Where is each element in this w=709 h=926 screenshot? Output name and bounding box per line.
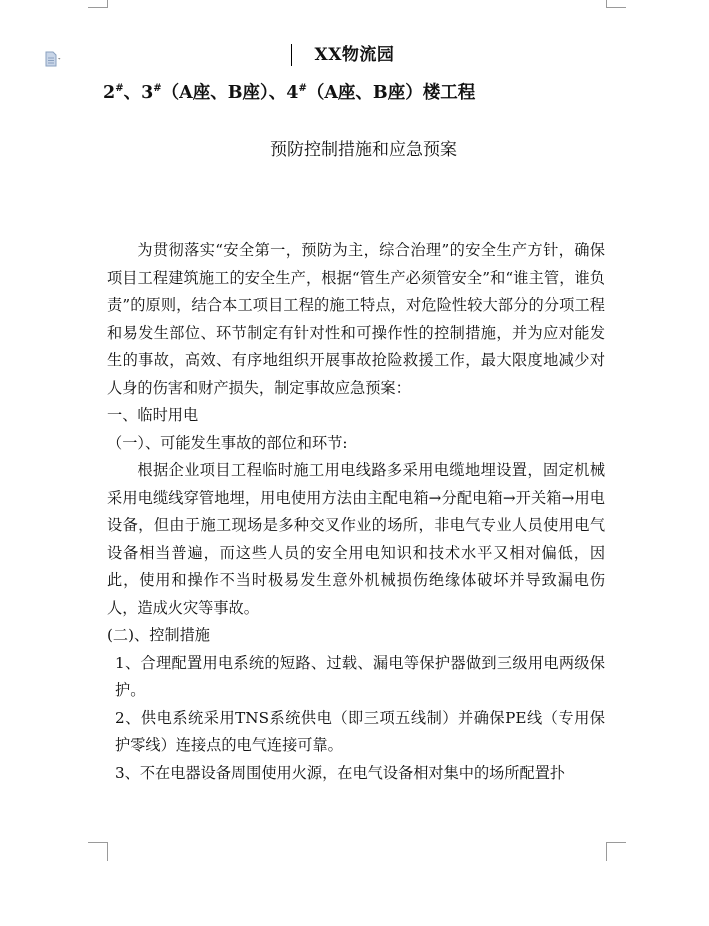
- title2-sup: #: [115, 83, 124, 94]
- subsection-heading: （一）、可能发生事故的部位和环节:: [107, 433, 348, 452]
- crop-mark-top-right: [606, 0, 626, 8]
- title2-sup: #: [153, 83, 162, 94]
- title2-part: （A座、B座）、4: [161, 83, 299, 103]
- document-title-line-2: [103, 79, 475, 104]
- body-paragraph: 根据企业项目工程临时施工用电线路多采用电缆地埋设置，固定机械采用电缆线穿管地埋，用电使用方法由主配电箱→分配电箱→开关箱→用电设备，但由于施工现场是多种交叉作业的场所，非电气专业人员使用电气设备相当普遍，而这些人员的安全用电知识和技术水平又相对偏低，因此，使用和操作不当时极易发生意外机械损伤绝缘体破坏并导致漏电伤人，造成火灾等事故。: [107, 461, 605, 617]
- measure-item: 1、合理配置用电系统的短路、过载、漏电等保护器做到三级用电两级保护。: [115, 653, 605, 699]
- document-body[interactable]: [107, 237, 605, 787]
- title2-part: （A座、B座）楼工程: [306, 83, 476, 103]
- title2-sup: #: [298, 83, 307, 94]
- title2-part: 、3: [123, 83, 154, 103]
- measure-item: 2、供电系统采用TNS系统供电（即三项五线制）并确保PE线（专用保护零线）连接点的电气连接可靠。: [115, 708, 605, 754]
- section-heading: 一、临时用电: [107, 406, 199, 424]
- measure-item: 3、不在电器设备周围使用火源，在电气设备相对集中的场所配置扑: [115, 763, 566, 782]
- crop-mark-bottom-right: [606, 842, 626, 861]
- subsection-heading: (二)、控制措施: [107, 626, 210, 644]
- crop-mark-bottom-left: [88, 842, 108, 861]
- intro-paragraph: 为贯彻落实“安全第一，预防为主，综合治理”的安全生产方针，确保项目工程建筑施工的安全生产，根据“管生产必须管安全”和“谁主管，谁负责”的原则，结合本工项目工程的施工特点，对危险性较大部分的分项工程和易发生部位、环节制定有针对性和可操作性的控制措施，并为应对能发生的事故，高效、有序地组织开展事故抢险救援工作，最大限度地减少对人身的伤害和财产损失，制定事故应急预案：: [107, 241, 605, 397]
- document-title-line-1: XX物流园: [314, 45, 395, 65]
- document-subtitle: 预防控制措施和应急预案: [270, 140, 457, 160]
- crop-mark-top-left: [88, 0, 108, 8]
- title2-part: 2: [103, 83, 116, 103]
- text-cursor: [291, 44, 292, 66]
